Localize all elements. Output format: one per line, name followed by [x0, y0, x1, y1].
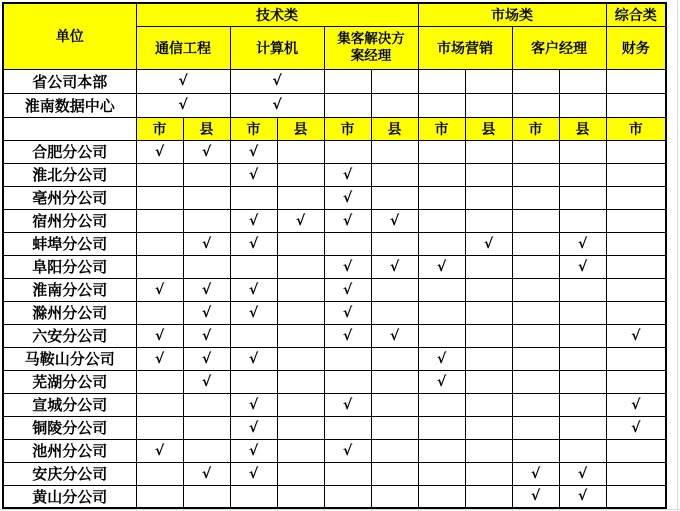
empty-cell[interactable]	[512, 163, 559, 186]
check-cell[interactable]: √	[230, 278, 277, 301]
empty-cell[interactable]	[277, 278, 324, 301]
position-cell-marketing[interactable]: 市场营销	[418, 26, 512, 69]
subcol-header-7[interactable]: 市	[418, 117, 465, 140]
unit-name-cell[interactable]: 宣城分公司	[3, 393, 136, 416]
check-cell[interactable]: √	[183, 324, 230, 347]
position-cell-group-solution[interactable]	[324, 26, 418, 69]
empty-cell[interactable]	[324, 462, 371, 485]
check-cell[interactable]: √	[136, 324, 183, 347]
empty-cell[interactable]	[559, 439, 606, 462]
unit-name-cell[interactable]: 宿州分公司	[3, 209, 136, 232]
check-cell[interactable]: √	[559, 232, 606, 255]
empty-cell[interactable]	[606, 485, 666, 508]
unit-name-cell[interactable]: 黄山分公司	[3, 485, 136, 508]
empty-cell[interactable]	[418, 163, 465, 186]
empty-cell[interactable]	[606, 140, 666, 163]
empty-cell[interactable]	[136, 485, 183, 508]
empty-cell[interactable]	[371, 301, 418, 324]
empty-cell[interactable]	[606, 439, 666, 462]
empty-cell[interactable]	[230, 255, 277, 278]
table-row	[3, 163, 666, 186]
check-cell[interactable]: √	[324, 278, 371, 301]
check-cell[interactable]: √	[136, 347, 183, 370]
empty-cell[interactable]	[606, 301, 666, 324]
empty-cell[interactable]	[136, 301, 183, 324]
empty-cell[interactable]	[606, 209, 666, 232]
unit-name-cell[interactable]: 池州分公司	[3, 439, 136, 462]
empty-cell[interactable]	[183, 209, 230, 232]
empty-cell[interactable]	[277, 186, 324, 209]
gridline-bottom	[0, 509, 680, 510]
check-cell[interactable]: √	[559, 462, 606, 485]
empty-cell[interactable]	[606, 186, 666, 209]
empty-cell[interactable]	[277, 255, 324, 278]
category-cell-general[interactable]: 综合类	[606, 3, 666, 26]
check-cell[interactable]: √	[183, 278, 230, 301]
check-cell[interactable]: √	[136, 93, 230, 117]
empty-cell[interactable]	[559, 347, 606, 370]
check-cell[interactable]: √	[183, 462, 230, 485]
empty-cell[interactable]	[559, 209, 606, 232]
empty-cell[interactable]	[371, 416, 418, 439]
subcol-header-5[interactable]: 市	[324, 117, 371, 140]
position-cell-finance[interactable]: 财务	[606, 26, 666, 69]
empty-cell[interactable]	[465, 93, 512, 117]
staffing-table	[2, 2, 667, 509]
empty-cell[interactable]	[277, 347, 324, 370]
empty-cell[interactable]	[324, 140, 371, 163]
empty-cell[interactable]	[136, 462, 183, 485]
table-row	[3, 255, 666, 278]
empty-cell[interactable]	[371, 163, 418, 186]
check-cell[interactable]: √	[606, 324, 666, 347]
empty-cell[interactable]	[277, 140, 324, 163]
empty-cell[interactable]	[277, 393, 324, 416]
empty-cell[interactable]	[136, 163, 183, 186]
empty-cell[interactable]	[371, 347, 418, 370]
empty-cell[interactable]	[418, 232, 465, 255]
branch-rows	[3, 140, 666, 508]
empty-cell[interactable]	[418, 69, 465, 93]
empty-cell[interactable]	[418, 301, 465, 324]
check-cell[interactable]: √	[183, 301, 230, 324]
position-cell-comm-eng[interactable]: 通信工程	[136, 26, 230, 69]
check-cell[interactable]: √	[230, 69, 324, 93]
empty-cell[interactable]	[418, 462, 465, 485]
empty-cell[interactable]	[418, 93, 465, 117]
empty-cell[interactable]	[512, 393, 559, 416]
empty-cell[interactable]	[465, 347, 512, 370]
hq-row-datacenter	[3, 93, 666, 117]
empty-cell[interactable]	[183, 439, 230, 462]
empty-cell[interactable]	[512, 209, 559, 232]
unit-name-cell[interactable]: 合肥分公司	[3, 140, 136, 163]
empty-cell[interactable]	[277, 324, 324, 347]
table-row	[3, 416, 666, 439]
empty-cell[interactable]	[324, 93, 371, 117]
empty-cell[interactable]	[230, 324, 277, 347]
check-cell[interactable]: √	[371, 209, 418, 232]
empty-cell[interactable]	[277, 439, 324, 462]
check-cell[interactable]: √	[371, 324, 418, 347]
subcol-header-2[interactable]: 县	[183, 117, 230, 140]
empty-cell[interactable]	[277, 232, 324, 255]
check-cell[interactable]: √	[324, 163, 371, 186]
check-cell[interactable]: √	[183, 232, 230, 255]
empty-cell[interactable]	[418, 393, 465, 416]
subcol-header-1[interactable]: 市	[136, 117, 183, 140]
table-row	[3, 462, 666, 485]
category-header-row	[3, 3, 666, 26]
empty-cell[interactable]	[465, 416, 512, 439]
unit-name-cell[interactable]: 滁州分公司	[3, 301, 136, 324]
empty-cell[interactable]	[324, 69, 371, 93]
check-cell[interactable]: √	[277, 209, 324, 232]
empty-cell[interactable]	[183, 416, 230, 439]
check-cell[interactable]: √	[183, 347, 230, 370]
empty-cell[interactable]	[277, 462, 324, 485]
gridline-right	[677, 0, 678, 511]
empty-cell[interactable]	[512, 301, 559, 324]
position-cell-computer[interactable]: 计算机	[230, 26, 324, 69]
empty-cell[interactable]	[512, 186, 559, 209]
unit-name-cell[interactable]: 淮南分公司	[3, 278, 136, 301]
empty-cell[interactable]	[559, 370, 606, 393]
empty-cell[interactable]	[465, 186, 512, 209]
empty-cell[interactable]	[418, 278, 465, 301]
empty-cell[interactable]	[371, 439, 418, 462]
empty-cell[interactable]	[371, 278, 418, 301]
empty-cell[interactable]	[559, 393, 606, 416]
check-cell[interactable]: √	[324, 209, 371, 232]
empty-cell[interactable]	[371, 140, 418, 163]
check-cell[interactable]: √	[230, 93, 324, 117]
check-cell[interactable]: √	[418, 370, 465, 393]
empty-cell[interactable]	[230, 186, 277, 209]
empty-cell[interactable]	[465, 209, 512, 232]
table-row	[3, 393, 666, 416]
check-cell[interactable]: √	[606, 416, 666, 439]
check-cell[interactable]: √	[230, 232, 277, 255]
empty-cell[interactable]	[418, 439, 465, 462]
check-cell[interactable]: √	[324, 439, 371, 462]
check-cell[interactable]: √	[465, 232, 512, 255]
table-row	[3, 301, 666, 324]
check-cell[interactable]: √	[230, 163, 277, 186]
position-cell-account-manager[interactable]: 客户经理	[512, 26, 606, 69]
empty-cell[interactable]	[465, 140, 512, 163]
table-row	[3, 209, 666, 232]
empty-cell[interactable]	[465, 393, 512, 416]
empty-cell[interactable]	[465, 485, 512, 508]
empty-cell[interactable]	[512, 324, 559, 347]
check-cell[interactable]: √	[230, 462, 277, 485]
empty-cell[interactable]	[324, 347, 371, 370]
check-cell[interactable]: √	[183, 140, 230, 163]
table-row	[3, 324, 666, 347]
empty-cell[interactable]	[136, 209, 183, 232]
category-cell-market[interactable]: 市场类	[418, 3, 606, 26]
empty-cell[interactable]	[371, 232, 418, 255]
check-cell[interactable]: √	[230, 301, 277, 324]
category-cell-tech[interactable]: 技术类	[136, 3, 418, 26]
check-cell[interactable]: √	[230, 347, 277, 370]
empty-cell[interactable]	[465, 324, 512, 347]
empty-cell[interactable]	[606, 232, 666, 255]
empty-cell[interactable]	[277, 370, 324, 393]
table-row	[3, 347, 666, 370]
unit-name-cell[interactable]: 阜阳分公司	[3, 255, 136, 278]
empty-cell[interactable]	[559, 163, 606, 186]
empty-cell[interactable]	[136, 186, 183, 209]
table-row	[3, 140, 666, 163]
empty-cell[interactable]	[559, 186, 606, 209]
table-row	[3, 278, 666, 301]
empty-cell[interactable]	[512, 140, 559, 163]
empty-cell[interactable]	[512, 416, 559, 439]
unit-name-cell[interactable]: 省公司本部	[3, 69, 136, 93]
empty-cell[interactable]	[418, 140, 465, 163]
check-cell[interactable]: √	[136, 69, 230, 93]
empty-cell[interactable]	[418, 485, 465, 508]
empty-cell[interactable]	[371, 69, 418, 93]
empty-cell[interactable]	[512, 347, 559, 370]
empty-cell[interactable]	[230, 370, 277, 393]
check-cell[interactable]: √	[230, 140, 277, 163]
empty-cell[interactable]	[559, 324, 606, 347]
check-cell[interactable]: √	[183, 370, 230, 393]
table-row	[3, 439, 666, 462]
empty-cell[interactable]	[559, 69, 606, 93]
empty-cell[interactable]	[606, 163, 666, 186]
empty-cell[interactable]	[371, 462, 418, 485]
empty-cell[interactable]	[371, 393, 418, 416]
unit-name-cell[interactable]: 马鞍山分公司	[3, 347, 136, 370]
empty-cell[interactable]	[512, 232, 559, 255]
empty-cell[interactable]	[512, 69, 559, 93]
empty-cell[interactable]	[465, 255, 512, 278]
empty-cell[interactable]	[465, 278, 512, 301]
empty-cell[interactable]	[230, 485, 277, 508]
empty-cell[interactable]	[183, 255, 230, 278]
check-cell[interactable]: √	[418, 347, 465, 370]
empty-cell[interactable]	[136, 255, 183, 278]
empty-cell[interactable]	[277, 485, 324, 508]
empty-cell[interactable]	[277, 301, 324, 324]
unit-name-cell[interactable]: 安庆分公司	[3, 462, 136, 485]
empty-cell[interactable]	[324, 370, 371, 393]
check-cell[interactable]: √	[230, 393, 277, 416]
subcol-header-8[interactable]: 县	[465, 117, 512, 140]
check-cell[interactable]: √	[324, 324, 371, 347]
unit-name-cell[interactable]: 淮北分公司	[3, 163, 136, 186]
check-cell[interactable]: √	[418, 255, 465, 278]
empty-cell[interactable]	[277, 163, 324, 186]
table-row	[3, 232, 666, 255]
empty-cell[interactable]	[465, 69, 512, 93]
unit-name-cell[interactable]: 淮南数据中心	[3, 93, 136, 117]
empty-cell[interactable]	[418, 186, 465, 209]
empty-cell[interactable]	[136, 370, 183, 393]
table-row	[3, 485, 666, 508]
check-cell[interactable]: √	[559, 485, 606, 508]
empty-cell[interactable]	[606, 255, 666, 278]
empty-cell[interactable]	[512, 93, 559, 117]
check-cell[interactable]: √	[230, 209, 277, 232]
empty-cell[interactable]	[183, 393, 230, 416]
empty-cell[interactable]	[3, 117, 136, 140]
empty-cell[interactable]	[559, 416, 606, 439]
empty-cell[interactable]	[371, 485, 418, 508]
check-cell[interactable]: √	[512, 462, 559, 485]
subcol-header-3[interactable]: 市	[230, 117, 277, 140]
check-cell[interactable]: √	[324, 393, 371, 416]
city-county-row	[3, 117, 666, 140]
unit-header-cell[interactable]: 单位	[3, 3, 136, 69]
empty-cell[interactable]	[371, 186, 418, 209]
empty-cell[interactable]	[606, 278, 666, 301]
empty-cell[interactable]	[324, 232, 371, 255]
empty-cell[interactable]	[559, 140, 606, 163]
hq-row-province	[3, 69, 666, 93]
check-cell[interactable]: √	[371, 255, 418, 278]
empty-cell[interactable]	[512, 278, 559, 301]
empty-cell[interactable]	[465, 370, 512, 393]
unit-name-cell[interactable]: 芜湖分公司	[3, 370, 136, 393]
empty-cell[interactable]	[606, 347, 666, 370]
empty-cell[interactable]	[371, 370, 418, 393]
empty-cell[interactable]	[418, 324, 465, 347]
empty-cell[interactable]	[324, 416, 371, 439]
unit-name-cell[interactable]: 铜陵分公司	[3, 416, 136, 439]
empty-cell[interactable]	[512, 370, 559, 393]
unit-name-cell[interactable]: 亳州分公司	[3, 186, 136, 209]
empty-cell[interactable]	[606, 69, 666, 93]
subcol-header-10[interactable]: 县	[559, 117, 606, 140]
empty-cell[interactable]	[559, 301, 606, 324]
empty-cell[interactable]	[606, 462, 666, 485]
empty-cell[interactable]	[277, 416, 324, 439]
check-cell[interactable]: √	[512, 485, 559, 508]
empty-cell[interactable]	[136, 416, 183, 439]
empty-cell[interactable]	[512, 439, 559, 462]
subcol-header-4[interactable]: 县	[277, 117, 324, 140]
check-cell[interactable]: √	[559, 255, 606, 278]
subcol-header-11[interactable]: 市	[606, 117, 666, 140]
table-row	[3, 370, 666, 393]
check-cell[interactable]: √	[230, 439, 277, 462]
unit-name-cell[interactable]: 六安分公司	[3, 324, 136, 347]
empty-cell[interactable]	[136, 393, 183, 416]
empty-cell[interactable]	[418, 416, 465, 439]
table-row	[3, 186, 666, 209]
subcol-header-9[interactable]: 市	[512, 117, 559, 140]
check-cell[interactable]: √	[136, 278, 183, 301]
subcol-header-6[interactable]: 县	[371, 117, 418, 140]
empty-cell[interactable]	[512, 255, 559, 278]
unit-name-cell[interactable]: 蚌埠分公司	[3, 232, 136, 255]
empty-cell[interactable]	[559, 278, 606, 301]
empty-cell[interactable]	[324, 485, 371, 508]
check-cell[interactable]: √	[136, 140, 183, 163]
check-cell[interactable]: √	[136, 439, 183, 462]
check-cell[interactable]: √	[324, 301, 371, 324]
position-label-group-solution: 集客解决方案经理	[337, 30, 405, 64]
empty-cell[interactable]	[183, 163, 230, 186]
check-cell[interactable]: √	[324, 186, 371, 209]
empty-cell[interactable]	[606, 93, 666, 117]
check-cell[interactable]: √	[324, 255, 371, 278]
empty-cell[interactable]	[559, 93, 606, 117]
empty-cell[interactable]	[606, 370, 666, 393]
empty-cell[interactable]	[136, 232, 183, 255]
empty-cell[interactable]	[465, 439, 512, 462]
empty-cell[interactable]	[465, 462, 512, 485]
empty-cell[interactable]	[418, 209, 465, 232]
empty-cell[interactable]	[183, 485, 230, 508]
empty-cell[interactable]	[371, 93, 418, 117]
check-cell[interactable]: √	[230, 416, 277, 439]
empty-cell[interactable]	[465, 301, 512, 324]
empty-cell[interactable]	[183, 186, 230, 209]
empty-cell[interactable]	[465, 163, 512, 186]
check-cell[interactable]: √	[606, 393, 666, 416]
